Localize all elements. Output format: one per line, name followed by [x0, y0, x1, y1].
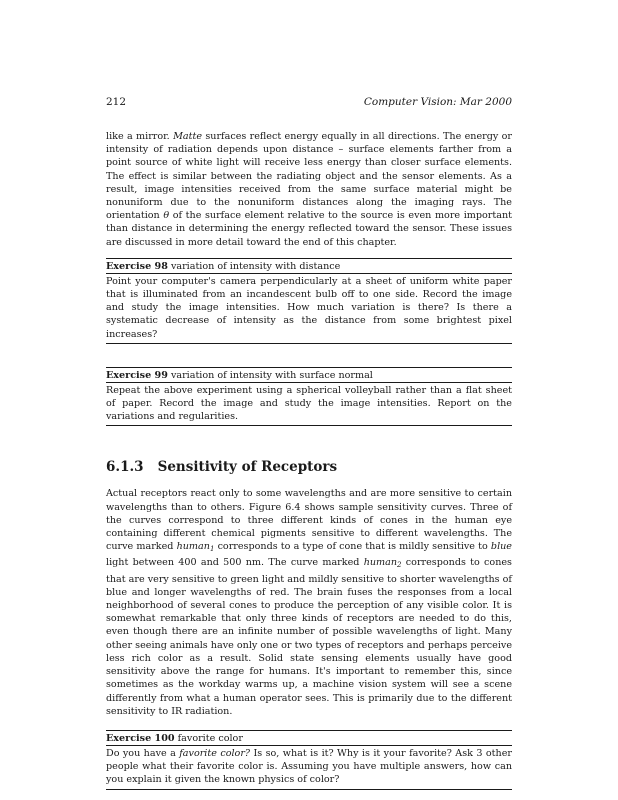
matte-term: Matte: [173, 131, 203, 142]
human2-subscript: 2: [397, 561, 402, 570]
exercise-100-number: Exercise 100: [106, 732, 175, 744]
intro-text-a: like a mirror.: [106, 131, 170, 142]
exercise-100-title: favorite color: [177, 732, 243, 744]
intro-text-b: surfaces reflect energy equally in all directions. The energy or intensity of radiation depends upon distance – surface elements farther from a point source of white light will receive less energy than closer surface elements. The effect is similar between the radiating object and the sensor elements. As a result, image intensities received from the same surface material might be nonuniform due to the nonuniform distances along the imaging rays. The orientation: [106, 131, 512, 222]
human2-term: [364, 557, 402, 568]
section-title: Sensitivity of Receptors: [157, 459, 338, 476]
section-text-3: light between 400 and 500 nm. The curve marked: [106, 557, 360, 569]
exercise-98-heading: [106, 258, 512, 274]
running-title: Computer Vision: Mar 2000: [363, 96, 512, 108]
exercise-98-title: variation of intensity with distance: [170, 260, 341, 272]
exercise-99-body: Repeat the above experiment using a spherical volleyball rather than a flat sheet of paper. Record the image and study the image intensities. Report on the variations and regularities.: [106, 383, 512, 427]
exercise-100-text-b: Is so, what is it? Why is it your favorite? Ask 3 other people what their favorite color is. Assuming you have multiple answers, how can you explain it given the known physics of color?: [106, 747, 512, 786]
exercise-99-title: variation of intensity with surface normal: [170, 369, 373, 381]
human1-word: human: [176, 541, 210, 553]
exercise-98-number: Exercise 98: [106, 260, 168, 272]
exercise-100-text-a: Do you have a: [106, 747, 176, 759]
exercise-99-number: Exercise 99: [106, 369, 168, 381]
intro-text-c: of the surface element relative to the source is even more important than distance in determining the energy reflected toward the sensor. These issues are discussed in more detail toward the end of this chapter.: [106, 210, 512, 248]
exercise-100-body: [106, 746, 512, 790]
exercise-99-heading: [106, 367, 512, 383]
blue-term: blue: [490, 541, 512, 553]
section-text-2: corresponds to a type of cone that is mildly sensitive to: [217, 541, 488, 553]
running-header: [106, 96, 512, 110]
theta-symbol: θ: [163, 210, 170, 222]
exercise-100-heading: [106, 730, 512, 746]
page: [106, 96, 512, 790]
section-heading: [106, 459, 512, 475]
exercise-100: [106, 730, 512, 790]
section-text-4: corresponds to cones that are very sensitive to green light and mildly sensitive to shorter wavelengths of blue and longer wavelengths of red. The brain fuses the responses from a local neighborhood of several cones to produce the perception of any visible color. It is somewhat remarkable that only three kinds of receptors are needed to do this, even though there are an infinite number of possible wavelengths of light. Many other seeing animals have only one or two types of receptors and perhaps perceive less rich color as a result. Solid state sensing elements usually have good sensitivity above the range for humans. It's important to remember this, since sometimes as the workday warms up, a machine vision system will see a scene differently from what a human operator sees. This is primarily due to the different sensitivity to IR radiation.: [106, 557, 512, 717]
human2-word: human: [363, 557, 398, 569]
exercise-99: [106, 367, 512, 427]
intro-paragraph: [106, 130, 512, 249]
exercise-98: [106, 258, 512, 344]
favorite-color-term: favorite color?: [179, 747, 251, 759]
section-number: 6.1.3: [106, 459, 144, 476]
human1-subscript: 1: [209, 545, 215, 554]
exercise-98-body: Point your computer's camera perpendicularly at a sheet of uniform white paper that is illuminated from an incandescent bulb off to one side. Record the image and study the image intensities. How much variation is there? Is there a systematic decrease of intensity as the distance from some brightest pixel increases?: [106, 274, 512, 344]
section-paragraph: [106, 487, 512, 717]
page-number: 212: [106, 96, 127, 108]
human1-term: [177, 541, 215, 552]
section-text-1: Actual receptors react only to some wavelengths and are more sensitive to certain wavelengths than to others. Figure 6.4 shows sample sensitivity curves. Three of the curves correspond to three different kinds of cones in the human eye containing different chemical pigments sensitive to different wavelengths. The curve marked: [106, 488, 512, 553]
